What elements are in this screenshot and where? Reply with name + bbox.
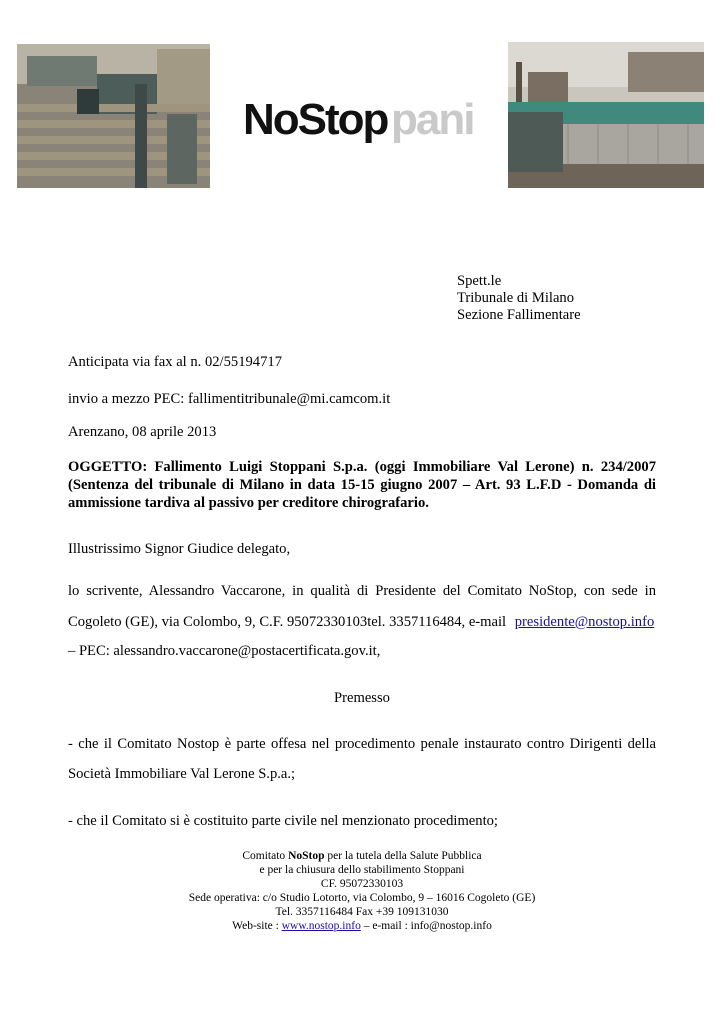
salutation: Illustrissimo Signor Giudice delegato, <box>68 541 291 557</box>
header-photo-right <box>508 42 704 188</box>
premesso-heading: Premesso <box>334 690 390 706</box>
footer-line-6-post: – e-mail : info@nostop.info <box>360 920 492 932</box>
subject-line-1: OGGETTO: Fallimento Luigi Stoppani S.p.a. (oggi Immobiliare Val Lerone) n. 234/2007 <box>68 459 656 475</box>
date-line: Arenzano, 08 aprile 2013 <box>68 424 217 440</box>
website-link[interactable]: www.nostop.info <box>281 920 361 932</box>
logo-text-bold: NoStop <box>243 95 388 144</box>
header-photo-left <box>17 44 210 188</box>
point-1-line-1: - che il Comitato Nostop è parte offesa nel procedimento penale instaurato contro Dirigenti della <box>68 736 656 752</box>
intro-paragraph <box>68 583 656 601</box>
recipient-line-3: Sezione Fallimentare <box>457 307 581 323</box>
footer-org-name: NoStop <box>288 850 325 862</box>
fax-line: Anticipata via fax al n. 02/55194717 <box>68 354 282 370</box>
subject-block <box>68 458 656 512</box>
recipient-line-2: Tribunale di Milano <box>457 290 575 306</box>
intro-line-2 <box>68 613 654 631</box>
footer-line-6 <box>0 919 724 933</box>
logo-text-faint: pani <box>391 95 474 144</box>
point-2: - che il Comitato si è costituito parte civile nel menzionato procedimento; <box>68 813 498 829</box>
footer-line-3: CF. 95072330103 <box>320 878 404 890</box>
intro-line-1: lo scrivente, Alessandro Vaccarone, in qualità di Presidente del Comitato NoStop, con sede in <box>68 583 656 599</box>
point-1-line-2: Società Immobiliare Val Lerone S.p.a.; <box>68 766 296 782</box>
subject-line-3: ammissione tardiva al passivo per creditore chirografario. <box>68 495 429 511</box>
nostop-logo <box>241 76 481 162</box>
intro-line-3: – PEC: alessandro.vaccarone@postacertificata.gov.it, <box>68 643 381 659</box>
footer-line-2: e per la chiusura dello stabilimento Stoppani <box>259 864 465 876</box>
recipient-line-1: Spett.le <box>457 273 502 289</box>
footer-line-5: Tel. 3357116484 Fax +39 109131030 <box>275 906 449 918</box>
pec-line: invio a mezzo PEC: fallimentitribunale@mi.camcom.it <box>68 391 391 407</box>
point-1 <box>68 736 656 754</box>
footer-line-1-post: per la tutela della Salute Pubblica <box>324 850 482 862</box>
footer-line-1 <box>0 849 724 863</box>
footer-line-6-pre: Web-site : <box>232 920 282 932</box>
subject-line-2: (Sentenza del tribunale di Milano in data 15-15 giugno 2007 – Art. 93 L.F.D - Domanda di <box>68 477 656 493</box>
president-email-link[interactable]: presidente@nostop.info <box>514 614 655 630</box>
intro-line-2-text: Cogoleto (GE), via Colombo, 9, C.F. 95072330103tel. 3357116484, e-mail <box>68 614 510 630</box>
footer-line-4: Sede operativa: c/o Studio Lotorto, via Colombo, 9 – 16016 Cogoleto (GE) <box>188 892 536 904</box>
footer-line-1-pre: Comitato <box>242 850 289 862</box>
industrial-plant-image <box>508 42 704 188</box>
industrial-building-image <box>17 44 210 188</box>
